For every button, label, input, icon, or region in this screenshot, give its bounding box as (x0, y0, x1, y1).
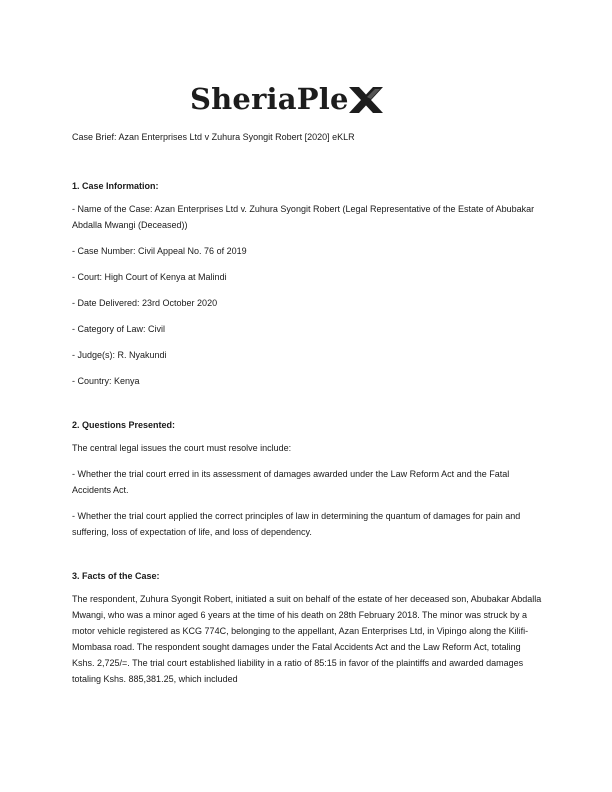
questions-intro: The central legal issues the court must resolve include: (72, 443, 292, 453)
sheriaplex-logo (190, 78, 422, 120)
question-item: - Whether the trial court applied the correct principles of law in determining the quantum of damages for pain and suffering, loss of expectation of life, and loss of dependency. (72, 511, 521, 537)
judges: - Judge(s): R. Nyakundi (72, 350, 167, 360)
x-icon (347, 85, 385, 115)
section-1-heading: 1. Case Information: (72, 181, 159, 191)
section-3-heading: 3. Facts of the Case: (72, 571, 160, 581)
case-number: - Case Number: Civil Appeal No. 76 of 2019 (72, 246, 247, 256)
case-name: - Name of the Case: Azan Enterprises Ltd v. Zuhura Syongit Robert (Legal Representative of the Estate of Abubakar Abdalla Mwangi (Deceased)) (72, 204, 535, 230)
document-title: Case Brief: Azan Enterprises Ltd v Zuhura Syongit Robert [2020] eKLR (72, 132, 355, 142)
section-2-heading: 2. Questions Presented: (72, 420, 176, 430)
document-body (72, 178, 542, 697)
court: - Court: High Court of Kenya at Malindi (72, 272, 227, 282)
date-delivered: - Date Delivered: 23rd October 2020 (72, 298, 218, 308)
question-item: - Whether the trial court erred in its assessment of damages awarded under the Law Reform Act and the Fatal Accidents Act. (72, 469, 510, 495)
facts-paragraph: The respondent, Zuhura Syongit Robert, initiated a suit on behalf of the estate of her deceased son, Abubakar Abdalla Mwangi, who was a minor aged 6 years at the time of his death on 28th February 2018. The minor was struck by a motor vehicle registered as KCG 774C, belonging to the appellant, Azan Enterprises Ltd, in Vipingo along the Kilifi-Mombasa road. The respondent sought damages under the Fatal Accidents Act and the Law Reform Act, totaling Kshs. 2,725/=. The trial court established liability in a ratio of 85:15 in favor of the plaintiffs and awarded damages totaling Kshs. 885,381.25, which included (72, 594, 542, 684)
logo-text: SheriaPle (190, 81, 349, 116)
country: - Country: Kenya (72, 376, 140, 386)
category-of-law: - Category of Law: Civil (72, 324, 166, 334)
